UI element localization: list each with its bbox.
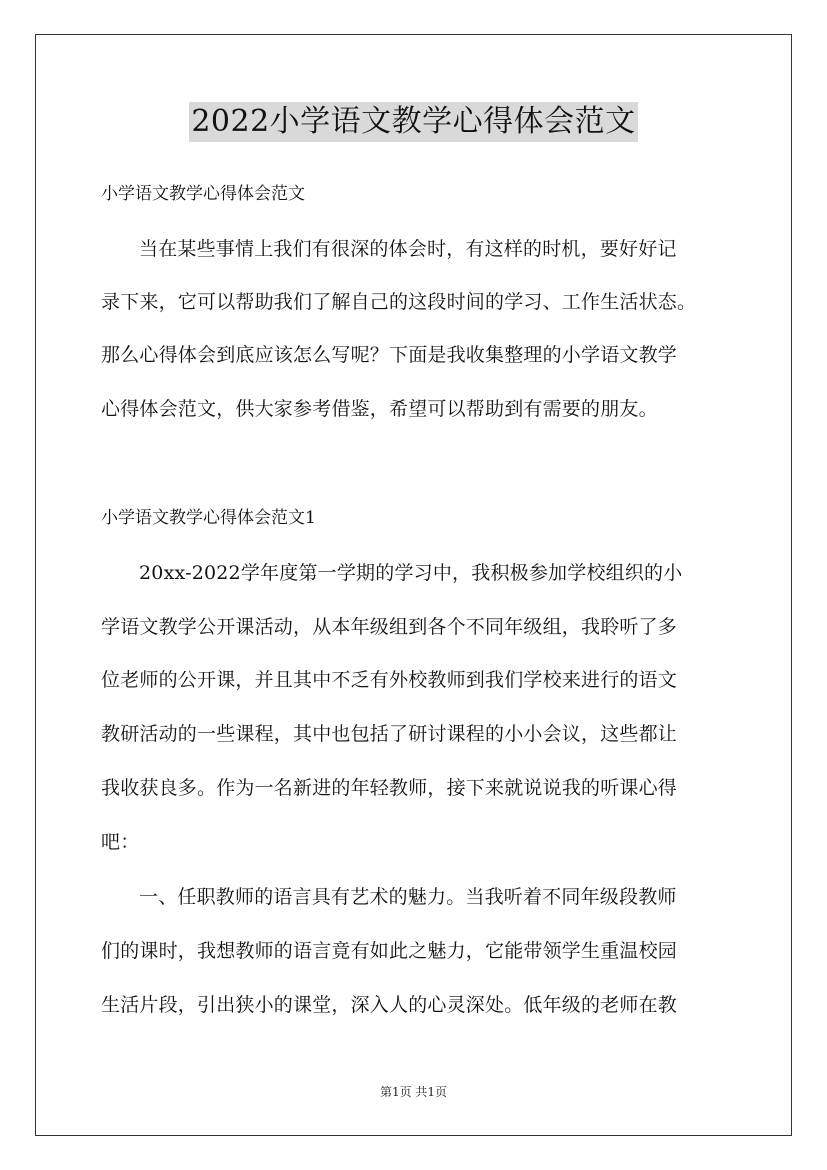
intro-line: 当在某些事情上我们有很深的体会时，有这样的时机，要好好记 [139,238,677,260]
paragraph-1-line: 20xx-2022学年度第一学期的学习中，我积极参加学校组织的小 [139,562,683,584]
paragraph-1-line: 教研活动的一些课程，其中也包括了研讨课程的小小会议，这些都让 [101,723,678,745]
paragraph-1-line: 我收获良多。作为一名新进的年轻教师，接下来就说说我的听课心得 [101,777,678,799]
title-container [0,102,827,142]
intro-line: 那么心得体会到底应该怎么写呢？下面是我收集整理的小学语文教学 [101,344,678,366]
paragraph-1-line: 吧： [101,831,140,853]
document-title: 2022小学语文教学心得体会范文 [189,102,637,142]
paragraph-2-line: 生活片段，引出狭小的课堂，深入人的心灵深处。低年级的老师在教 [101,994,678,1016]
paragraph-1-line: 位老师的公开课，并且其中不乏有外校教师到我们学校来进行的语文 [101,669,678,691]
page-footer: 第1页 共1页 [379,1085,448,1099]
paragraph-2-line: 一、任职教师的语言具有艺术的魅力。当我听着不同年级段教师 [139,886,677,908]
subheading-section-1: 小学语文教学心得体会范文1 [101,508,316,528]
paragraph-1-line: 学语文教学公开课活动，从本年级组到各个不同年级组，我聆听了多 [101,616,678,638]
intro-line: 录下来，它可以帮助我们了解自己的这段时间的学习、工作生活状态。 [101,291,697,313]
intro-line: 心得体会范文，供大家参考借鉴，希望可以帮助到有需要的朋友。 [101,398,658,420]
paragraph-2-line: 们的课时，我想教师的语言竟有如此之魅力，它能带领学生重温校园 [101,940,678,962]
subheading-main: 小学语文教学心得体会范文 [101,184,305,204]
